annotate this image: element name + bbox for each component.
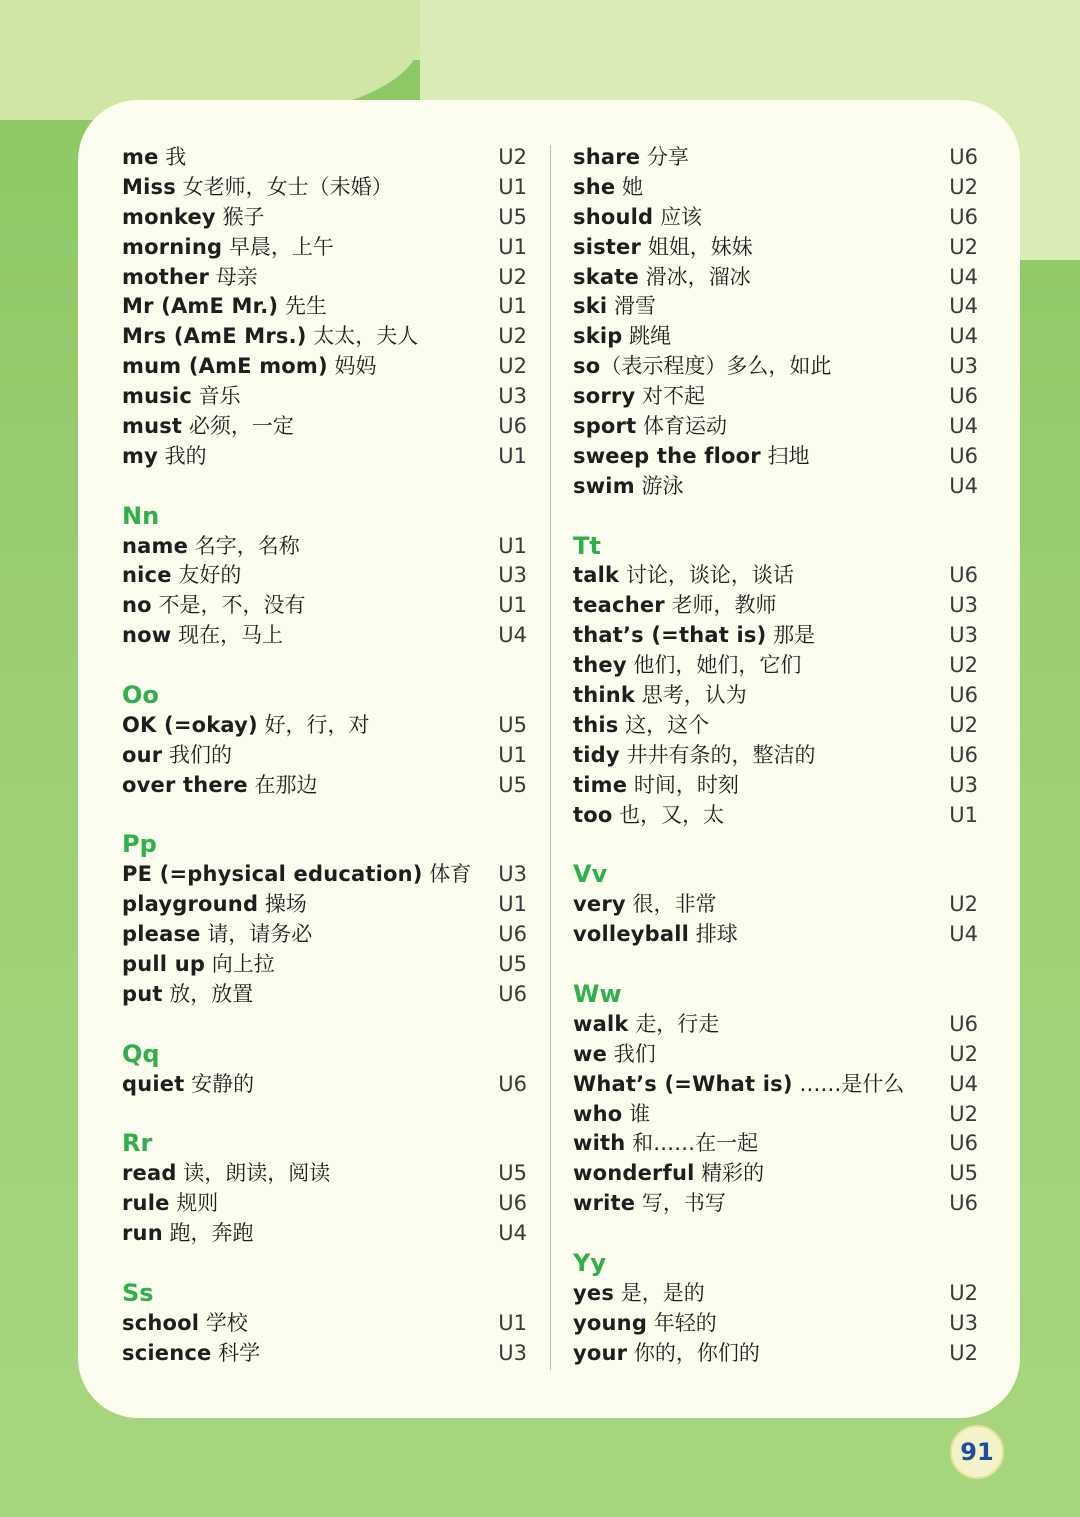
glossary-entry bbox=[573, 771, 978, 801]
glossary-entry bbox=[573, 801, 978, 831]
entry-unit: U5 bbox=[949, 1161, 978, 1186]
glossary-entry bbox=[573, 621, 978, 651]
glossary-entry bbox=[122, 1159, 527, 1189]
section-letter-heading: Oo bbox=[122, 681, 159, 710]
entry-unit: U2 bbox=[949, 653, 978, 678]
entry-word: sister bbox=[573, 234, 642, 259]
glossary-entry bbox=[122, 980, 527, 1010]
entry-word: so bbox=[573, 354, 601, 379]
entry-word: music bbox=[122, 384, 192, 409]
entry-meaning: 体育运动 bbox=[636, 414, 728, 439]
entry-word: skate bbox=[573, 264, 639, 289]
entry-word: walk bbox=[573, 1011, 629, 1036]
entry-unit: U6 bbox=[498, 1191, 527, 1216]
entry-word: science bbox=[122, 1340, 212, 1365]
entry-word: read bbox=[122, 1161, 177, 1186]
glossary-entry bbox=[573, 681, 978, 711]
glossary-entry bbox=[573, 472, 978, 502]
glossary-entry bbox=[573, 143, 978, 173]
entry-word: no bbox=[122, 593, 152, 618]
entry-word: monkey bbox=[122, 204, 216, 229]
entry-meaning: 我们 bbox=[607, 1041, 656, 1066]
entry-word: must bbox=[122, 414, 183, 439]
entry-meaning: 跳绳 bbox=[622, 324, 672, 349]
glossary-entry bbox=[573, 1339, 978, 1369]
entry-unit: U5 bbox=[498, 1161, 527, 1186]
entry-unit: U1 bbox=[498, 174, 527, 199]
entry-unit: U2 bbox=[949, 1041, 978, 1066]
section-letter-heading: Qq bbox=[122, 1039, 160, 1068]
entry-word: playground bbox=[122, 892, 259, 917]
entry-meaning: 我的 bbox=[157, 443, 207, 468]
section-letter-heading: Ww bbox=[573, 979, 622, 1008]
glossary-entry bbox=[122, 442, 527, 472]
glossary-entry bbox=[122, 292, 527, 322]
glossary-entry bbox=[573, 711, 978, 741]
entry-meaning: 音乐 bbox=[191, 384, 241, 409]
entry-word: volleyball bbox=[573, 922, 690, 947]
entry-meaning: 老师，教师 bbox=[664, 593, 777, 618]
entry-meaning: 女老师，女士（未婚） bbox=[175, 174, 393, 199]
entry-word: pull up bbox=[122, 952, 206, 977]
entry-word: What’s (=What is) bbox=[573, 1071, 793, 1096]
glossary-entry bbox=[573, 263, 978, 293]
entry-unit: U6 bbox=[949, 683, 978, 708]
entry-meaning: 井井有条的，整洁的 bbox=[619, 742, 816, 767]
entry-meaning: 妈妈 bbox=[327, 354, 377, 379]
entry-unit: U1 bbox=[949, 802, 978, 827]
entry-word: very bbox=[573, 892, 626, 917]
entry-meaning: 规则 bbox=[169, 1191, 219, 1216]
entry-unit: U4 bbox=[949, 264, 978, 289]
entry-meaning: 讨论，谈论，谈话 bbox=[619, 563, 794, 588]
entry-word: write bbox=[573, 1191, 636, 1216]
glossary-entry bbox=[122, 950, 527, 980]
section-letter-heading: Tt bbox=[573, 531, 601, 560]
entry-word: run bbox=[122, 1221, 163, 1246]
entry-unit: U2 bbox=[949, 1340, 978, 1365]
entry-word: they bbox=[573, 653, 627, 678]
glossary-entry bbox=[122, 173, 527, 203]
glossary-entry bbox=[573, 382, 978, 412]
entry-word: too bbox=[573, 802, 613, 827]
glossary-entry bbox=[122, 1070, 527, 1100]
entry-meaning: 排球 bbox=[689, 922, 738, 947]
glossary-entry bbox=[122, 352, 527, 382]
entry-word: now bbox=[122, 623, 172, 648]
entry-word: quiet bbox=[122, 1071, 185, 1096]
glossary-entry bbox=[573, 412, 978, 442]
glossary-entry bbox=[122, 1189, 527, 1219]
entry-unit: U2 bbox=[498, 145, 527, 169]
entry-word: tidy bbox=[573, 742, 620, 767]
entry-word: we bbox=[573, 1041, 608, 1066]
entry-unit: U1 bbox=[498, 892, 527, 917]
entry-meaning: 先生 bbox=[278, 294, 327, 319]
entry-unit: U3 bbox=[949, 1310, 978, 1335]
entry-word: sweep the floor bbox=[573, 443, 761, 468]
entry-unit: U2 bbox=[498, 264, 527, 289]
entry-word: our bbox=[122, 742, 163, 767]
entry-meaning: 猴子 bbox=[215, 204, 265, 229]
entry-word: me bbox=[122, 145, 159, 169]
section-gap bbox=[122, 651, 527, 681]
glossary-entry bbox=[573, 352, 978, 382]
entry-meaning: 那是 bbox=[766, 623, 816, 648]
glossary-entry bbox=[573, 1100, 978, 1130]
entry-meaning: 读，朗读，阅读 bbox=[176, 1161, 331, 1186]
glossary-entry bbox=[573, 591, 978, 621]
entry-meaning: 走，行走 bbox=[628, 1011, 720, 1036]
glossary-entry bbox=[573, 1010, 978, 1040]
entry-unit: U1 bbox=[498, 742, 527, 767]
entry-word: please bbox=[122, 922, 201, 947]
entry-meaning: 操场 bbox=[258, 892, 307, 917]
entry-meaning: 滑冰，溜冰 bbox=[638, 264, 751, 289]
entry-meaning: （表示程度）多么，如此 bbox=[600, 354, 832, 379]
entry-word: swim bbox=[573, 473, 635, 498]
entry-meaning: 太太，夫人 bbox=[306, 324, 419, 349]
entry-unit: U6 bbox=[949, 563, 978, 588]
entry-unit: U2 bbox=[949, 892, 978, 917]
entry-word: that’s (=that is) bbox=[573, 623, 767, 648]
entry-word: put bbox=[122, 981, 163, 1006]
entry-word: Mrs (AmE Mrs.) bbox=[122, 324, 307, 349]
glossary-entry bbox=[573, 292, 978, 322]
entry-meaning: 早晨，上午 bbox=[222, 234, 334, 259]
entry-meaning: 放，放置 bbox=[162, 981, 254, 1006]
glossary-entry bbox=[122, 233, 527, 263]
glossary-entry bbox=[573, 1070, 978, 1100]
entry-unit: U6 bbox=[949, 1011, 978, 1036]
entry-unit: U4 bbox=[949, 473, 978, 498]
section-gap bbox=[573, 950, 978, 980]
glossary-entry bbox=[573, 233, 978, 263]
glossary-entry bbox=[122, 591, 527, 621]
glossary-entry bbox=[122, 860, 527, 890]
entry-meaning: 好，行，对 bbox=[257, 712, 370, 737]
entry-meaning: 精彩的 bbox=[694, 1161, 765, 1186]
section-letter-heading: Vv bbox=[573, 860, 608, 889]
entry-word: sport bbox=[573, 414, 637, 439]
entry-word: yes bbox=[573, 1280, 615, 1305]
entry-word: talk bbox=[573, 563, 620, 588]
entry-unit: U4 bbox=[498, 1221, 527, 1246]
entry-unit: U6 bbox=[949, 1131, 978, 1156]
entry-meaning: 请，请务必 bbox=[200, 922, 313, 947]
entry-meaning: 也，又，太 bbox=[612, 802, 725, 827]
entry-unit: U1 bbox=[498, 533, 527, 558]
entry-meaning: 扫地 bbox=[760, 443, 810, 468]
entry-meaning: 友好的 bbox=[171, 563, 242, 588]
entry-unit: U3 bbox=[949, 772, 978, 797]
entry-meaning: 体育 bbox=[422, 862, 472, 887]
glossary-entry bbox=[573, 1279, 978, 1309]
entry-meaning: 很，非常 bbox=[625, 892, 717, 917]
entry-word: over there bbox=[122, 772, 248, 797]
glossary-entry bbox=[573, 561, 978, 591]
entry-meaning: 现在，马上 bbox=[171, 623, 284, 648]
entry-word: PE (=physical education) bbox=[122, 862, 423, 887]
entry-word: who bbox=[573, 1101, 623, 1126]
entry-word: share bbox=[573, 145, 641, 169]
section-gap bbox=[122, 801, 527, 831]
entry-meaning: 滑雪 bbox=[607, 294, 656, 319]
entry-word: wonderful bbox=[573, 1161, 695, 1186]
entry-word: mother bbox=[122, 264, 210, 289]
entry-unit: U2 bbox=[949, 1280, 978, 1305]
entry-unit: U5 bbox=[498, 204, 527, 229]
entry-unit: U6 bbox=[498, 414, 527, 439]
entry-meaning: 她 bbox=[615, 174, 643, 199]
entry-meaning: 向上拉 bbox=[205, 952, 275, 977]
entry-unit: U1 bbox=[498, 234, 527, 259]
glossary-entry bbox=[122, 322, 527, 352]
glossary-entry bbox=[573, 173, 978, 203]
entry-unit: U6 bbox=[949, 742, 978, 767]
glossary-entry bbox=[573, 1309, 978, 1339]
section-letter-heading: Rr bbox=[122, 1129, 153, 1158]
entry-unit: U2 bbox=[949, 174, 978, 199]
entry-unit: U1 bbox=[498, 443, 527, 468]
entry-unit: U6 bbox=[949, 1191, 978, 1216]
glossary-entry bbox=[122, 1339, 527, 1369]
section-gap bbox=[573, 830, 978, 860]
entry-word: rule bbox=[122, 1191, 170, 1216]
entry-unit: U2 bbox=[498, 354, 527, 379]
entry-word: should bbox=[573, 204, 654, 229]
glossary-entry bbox=[122, 1219, 527, 1249]
entry-unit: U3 bbox=[498, 1340, 527, 1365]
entry-word: teacher bbox=[573, 593, 665, 618]
section-gap bbox=[122, 1010, 527, 1040]
entry-meaning: 对不起 bbox=[635, 384, 706, 409]
glossary-entry bbox=[122, 143, 527, 173]
entry-meaning: 必须，一定 bbox=[182, 414, 294, 439]
column-divider bbox=[550, 145, 551, 1370]
entry-unit: U5 bbox=[498, 772, 527, 797]
entry-unit: U5 bbox=[498, 712, 527, 737]
entry-word: OK (=okay) bbox=[122, 712, 258, 737]
entry-unit: U2 bbox=[949, 234, 978, 259]
glossary-entry bbox=[122, 1309, 527, 1339]
entry-word: name bbox=[122, 533, 189, 558]
entry-meaning: 他们，她们，它们 bbox=[626, 653, 802, 678]
glossary-entry bbox=[122, 382, 527, 412]
entry-unit: U6 bbox=[949, 204, 978, 229]
entry-word: Miss bbox=[122, 174, 176, 199]
entry-meaning: 谁 bbox=[622, 1101, 651, 1126]
entry-unit: U4 bbox=[949, 1071, 978, 1096]
entry-word: skip bbox=[573, 324, 623, 349]
entry-unit: U3 bbox=[498, 862, 527, 887]
entry-meaning: 时间，时刻 bbox=[627, 772, 739, 797]
entry-meaning: 安静的 bbox=[184, 1071, 255, 1096]
entry-unit: U1 bbox=[498, 1310, 527, 1335]
entry-unit: U4 bbox=[949, 414, 978, 439]
glossary-entry bbox=[122, 203, 527, 233]
entry-meaning: 科学 bbox=[211, 1340, 261, 1365]
section-letter-heading: Pp bbox=[122, 830, 157, 859]
section-letter-heading: Yy bbox=[573, 1248, 607, 1277]
glossary-entry bbox=[122, 561, 527, 591]
section-gap bbox=[122, 1249, 527, 1279]
entry-unit: U2 bbox=[949, 712, 978, 737]
entry-meaning: ……是什么 bbox=[792, 1071, 905, 1096]
entry-unit: U6 bbox=[949, 384, 978, 409]
glossary-entry bbox=[122, 711, 527, 741]
glossary-right-column bbox=[573, 143, 978, 1369]
entry-unit: U3 bbox=[949, 623, 978, 648]
entry-unit: U3 bbox=[949, 354, 978, 379]
entry-unit: U2 bbox=[498, 324, 527, 349]
glossary-entry bbox=[573, 890, 978, 920]
entry-word: this bbox=[573, 712, 619, 737]
entry-meaning: 年轻的 bbox=[647, 1310, 717, 1335]
section-gap bbox=[573, 502, 978, 532]
entry-unit: U1 bbox=[498, 294, 527, 319]
entry-meaning: 和……在一起 bbox=[625, 1131, 759, 1156]
entry-unit: U3 bbox=[498, 563, 527, 588]
entry-meaning: 这，这个 bbox=[618, 712, 710, 737]
entry-word: sorry bbox=[573, 384, 636, 409]
entry-meaning: 母亲 bbox=[209, 264, 258, 289]
page-number: 91 bbox=[950, 1425, 1004, 1479]
glossary-entry bbox=[122, 920, 527, 950]
entry-word: your bbox=[573, 1340, 628, 1365]
entry-word: with bbox=[573, 1131, 626, 1156]
glossary-entry bbox=[573, 741, 978, 771]
entry-meaning: 学校 bbox=[199, 1310, 248, 1335]
entry-meaning: 写，书写 bbox=[635, 1191, 726, 1216]
entry-unit: U6 bbox=[949, 443, 978, 468]
entry-word: school bbox=[122, 1310, 200, 1335]
entry-meaning: 在那边 bbox=[247, 772, 318, 797]
entry-word: Mr (AmE Mr.) bbox=[122, 294, 279, 319]
entry-meaning: 姐姐，妹妹 bbox=[641, 234, 753, 259]
section-letter-heading: Nn bbox=[122, 501, 160, 530]
entry-unit: U3 bbox=[949, 593, 978, 618]
entry-unit: U4 bbox=[949, 294, 978, 319]
entry-meaning: 不是，不，没有 bbox=[151, 593, 306, 618]
entry-word: nice bbox=[122, 563, 172, 588]
entry-unit: U4 bbox=[949, 922, 978, 947]
entry-word: morning bbox=[122, 234, 223, 259]
entry-word: my bbox=[122, 443, 158, 468]
entry-unit: U5 bbox=[498, 952, 527, 977]
glossary-left-column bbox=[122, 143, 527, 1369]
entry-meaning: 是，是的 bbox=[614, 1280, 705, 1305]
glossary-entry bbox=[573, 1129, 978, 1159]
glossary-entry bbox=[573, 1040, 978, 1070]
entry-word: she bbox=[573, 174, 616, 199]
entry-word: think bbox=[573, 683, 636, 708]
section-gap bbox=[122, 1100, 527, 1130]
entry-meaning: 分享 bbox=[640, 145, 689, 169]
glossary-entry bbox=[573, 322, 978, 352]
entry-unit: U2 bbox=[949, 1101, 978, 1126]
entry-unit: U4 bbox=[498, 623, 527, 648]
entry-meaning: 我们的 bbox=[162, 742, 233, 767]
entry-meaning: 游泳 bbox=[634, 473, 684, 498]
glossary-entry bbox=[122, 532, 527, 562]
entry-meaning: 名字，名称 bbox=[188, 533, 300, 558]
glossary-entry bbox=[122, 621, 527, 651]
glossary-entry bbox=[573, 1189, 978, 1219]
entry-unit: U4 bbox=[949, 324, 978, 349]
entry-word: time bbox=[573, 772, 628, 797]
glossary-entry bbox=[573, 920, 978, 950]
entry-unit: U3 bbox=[498, 384, 527, 409]
section-letter-heading: Ss bbox=[122, 1278, 154, 1307]
section-gap bbox=[573, 1219, 978, 1249]
glossary-entry bbox=[122, 263, 527, 293]
glossary-entry bbox=[122, 741, 527, 771]
entry-unit: U6 bbox=[498, 1071, 527, 1096]
entry-meaning: 应该 bbox=[653, 204, 702, 229]
entry-word: ski bbox=[573, 294, 608, 319]
glossary-entry bbox=[573, 1159, 978, 1189]
entry-unit: U1 bbox=[498, 593, 527, 618]
entry-meaning: 思考，认为 bbox=[635, 683, 747, 708]
entry-unit: U6 bbox=[498, 981, 527, 1006]
glossary-entry bbox=[573, 203, 978, 233]
glossary-entry bbox=[122, 412, 527, 442]
entry-word: young bbox=[573, 1310, 648, 1335]
entry-word: mum (AmE mom) bbox=[122, 354, 328, 379]
entry-unit: U6 bbox=[498, 922, 527, 947]
glossary-entry bbox=[573, 651, 978, 681]
entry-meaning: 我 bbox=[158, 145, 187, 169]
glossary-entry bbox=[573, 442, 978, 472]
glossary-entry bbox=[122, 771, 527, 801]
entry-unit: U6 bbox=[949, 145, 978, 169]
entry-meaning: 你的，你们的 bbox=[627, 1340, 760, 1365]
glossary-entry bbox=[122, 890, 527, 920]
section-gap bbox=[122, 472, 527, 502]
entry-meaning: 跑，奔跑 bbox=[162, 1221, 254, 1246]
